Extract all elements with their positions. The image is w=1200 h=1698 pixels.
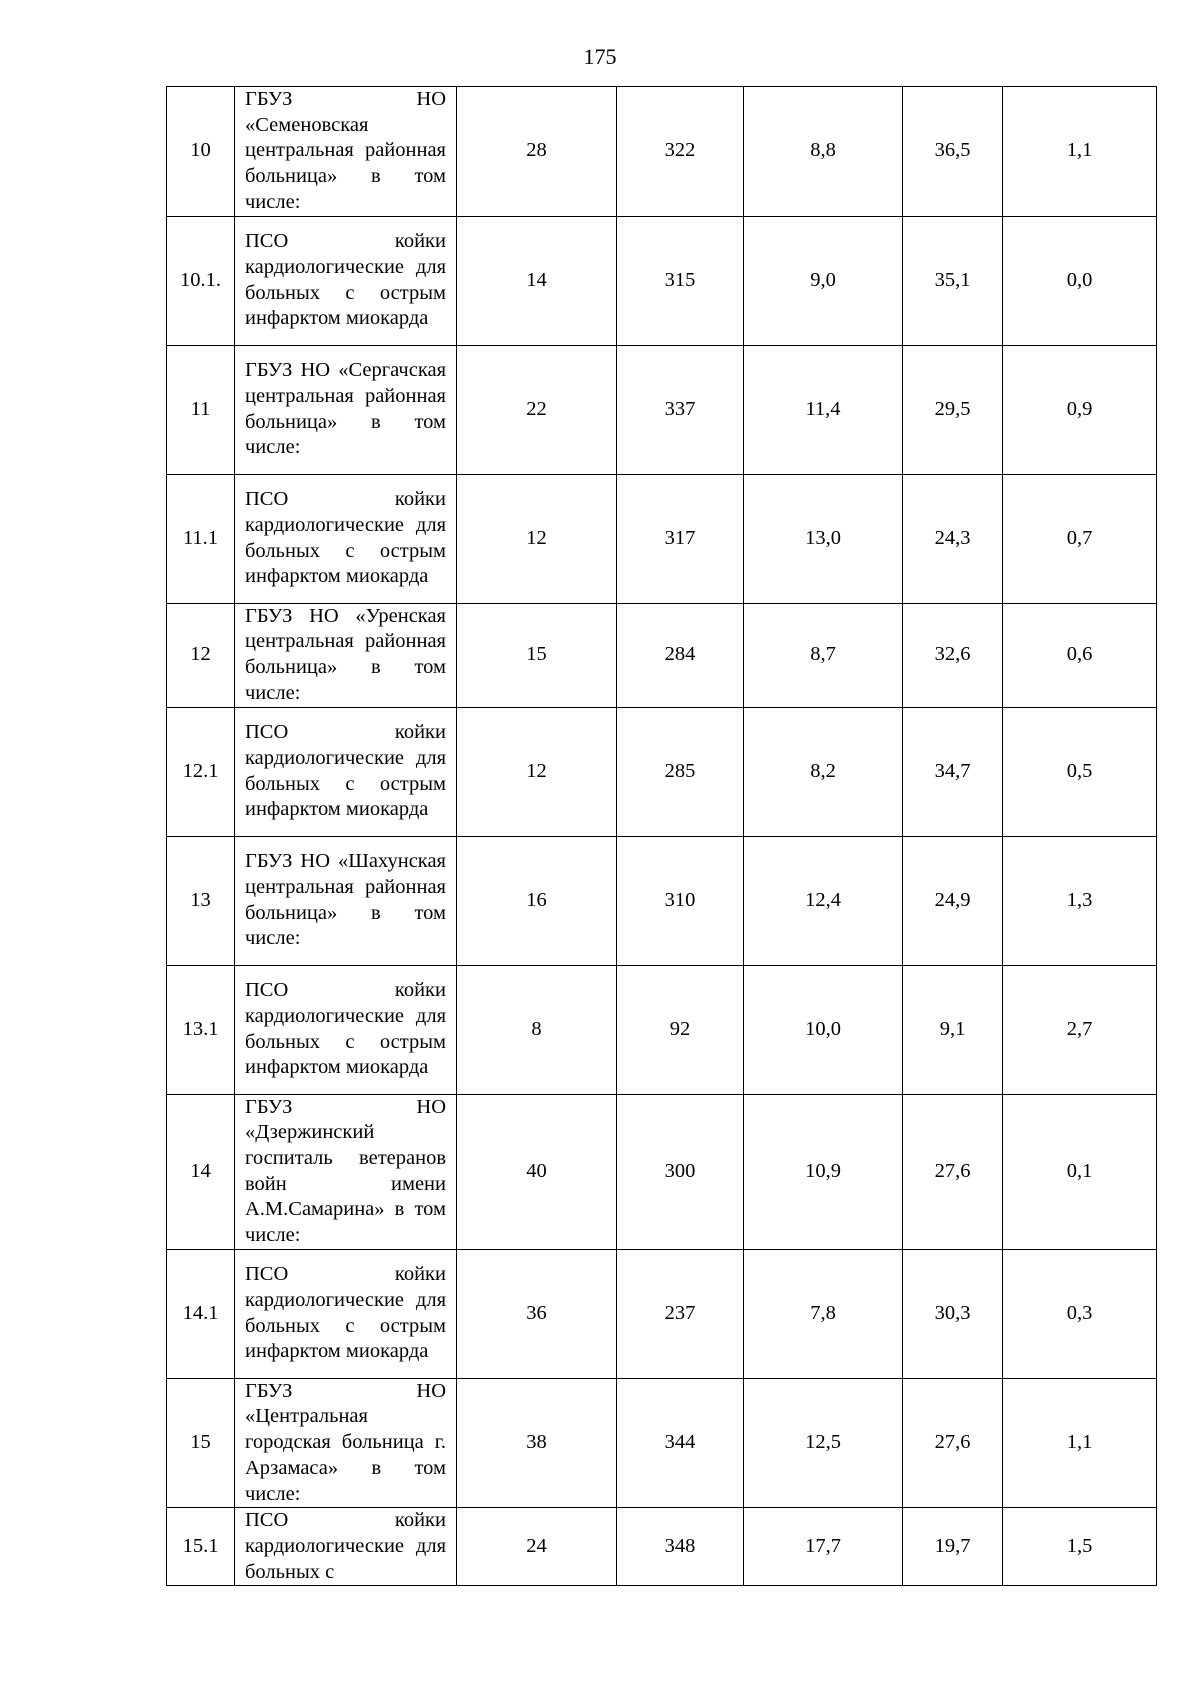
table-row (167, 345, 1157, 474)
value-cell: 22 (457, 345, 617, 474)
table-row (167, 965, 1157, 1094)
value-cell: 15 (457, 603, 617, 707)
institution-name: ГБУЗ НО «Дзержинский госпиталь ветеранов войн имени А.М.Самарина» в том числе: (235, 1094, 457, 1249)
row-number: 14.1 (167, 1249, 235, 1378)
value-cell: 0,3 (1003, 1249, 1157, 1378)
value-cell: 36,5 (903, 87, 1003, 217)
value-cell: 17,7 (744, 1508, 903, 1586)
value-cell: 0,9 (1003, 345, 1157, 474)
table-row (167, 707, 1157, 836)
row-number: 10.1. (167, 216, 235, 345)
value-cell: 0,1 (1003, 1094, 1157, 1249)
value-cell: 14 (457, 216, 617, 345)
value-cell: 8,7 (744, 603, 903, 707)
row-number: 11.1 (167, 474, 235, 603)
value-cell: 11,4 (744, 345, 903, 474)
institution-name: ГБУЗ НО «Шахунская центральная районная больница» в том числе: (235, 836, 457, 965)
institution-name: ПСО койки кардиологические для больных с острым инфарктом миокарда (235, 965, 457, 1094)
value-cell: 38 (457, 1378, 617, 1508)
value-cell: 24,3 (903, 474, 1003, 603)
value-cell: 92 (617, 965, 744, 1094)
value-cell: 337 (617, 345, 744, 474)
value-cell: 8 (457, 965, 617, 1094)
value-cell: 348 (617, 1508, 744, 1586)
row-number: 12 (167, 603, 235, 707)
value-cell: 34,7 (903, 707, 1003, 836)
value-cell: 27,6 (903, 1378, 1003, 1508)
value-cell: 300 (617, 1094, 744, 1249)
value-cell: 32,6 (903, 603, 1003, 707)
value-cell: 13,0 (744, 474, 903, 603)
value-cell: 12 (457, 474, 617, 603)
value-cell: 344 (617, 1378, 744, 1508)
value-cell: 322 (617, 87, 744, 217)
row-number: 13 (167, 836, 235, 965)
value-cell: 24 (457, 1508, 617, 1586)
value-cell: 317 (617, 474, 744, 603)
value-cell: 12 (457, 707, 617, 836)
institution-name: ГБУЗ НО «Центральная городская больница г. Арзамаса» в том числе: (235, 1378, 457, 1508)
value-cell: 1,1 (1003, 87, 1157, 217)
institution-name: ПСО койки кардиологические для больных с острым инфарктом миокарда (235, 474, 457, 603)
value-cell: 40 (457, 1094, 617, 1249)
value-cell: 0,7 (1003, 474, 1157, 603)
table-row (167, 1094, 1157, 1249)
value-cell: 12,4 (744, 836, 903, 965)
value-cell: 9,0 (744, 216, 903, 345)
value-cell: 285 (617, 707, 744, 836)
value-cell: 7,8 (744, 1249, 903, 1378)
value-cell: 284 (617, 603, 744, 707)
value-cell: 24,9 (903, 836, 1003, 965)
value-cell: 16 (457, 836, 617, 965)
row-number: 14 (167, 1094, 235, 1249)
table-row (167, 1508, 1157, 1586)
value-cell: 1,5 (1003, 1508, 1157, 1586)
value-cell: 310 (617, 836, 744, 965)
table-row (167, 603, 1157, 707)
value-cell: 0,5 (1003, 707, 1157, 836)
value-cell: 0,6 (1003, 603, 1157, 707)
institution-name: ГБУЗ НО «Семеновская центральная районная больница» в том числе: (235, 87, 457, 217)
value-cell: 1,1 (1003, 1378, 1157, 1508)
value-cell: 30,3 (903, 1249, 1003, 1378)
institution-name: ГБУЗ НО «Сергачская центральная районная больница» в том числе: (235, 345, 457, 474)
value-cell: 29,5 (903, 345, 1003, 474)
statistics-table (166, 86, 1157, 1586)
value-cell: 10,0 (744, 965, 903, 1094)
table-row (167, 1249, 1157, 1378)
value-cell: 0,0 (1003, 216, 1157, 345)
institution-name: ГБУЗ НО «Уренская центральная районная больница» в том числе: (235, 603, 457, 707)
value-cell: 237 (617, 1249, 744, 1378)
institution-name: ПСО койки кардиологические для больных с острым инфарктом миокарда (235, 707, 457, 836)
value-cell: 315 (617, 216, 744, 345)
value-cell: 10,9 (744, 1094, 903, 1249)
value-cell: 12,5 (744, 1378, 903, 1508)
value-cell: 19,7 (903, 1508, 1003, 1586)
row-number: 12.1 (167, 707, 235, 836)
table-row (167, 87, 1157, 217)
table-row (167, 474, 1157, 603)
value-cell: 27,6 (903, 1094, 1003, 1249)
value-cell: 8,8 (744, 87, 903, 217)
value-cell: 8,2 (744, 707, 903, 836)
institution-name: ПСО койки кардиологические для больных с острым инфарктом миокарда (235, 216, 457, 345)
institution-name: ПСО койки кардиологические для больных с острым инфарктом миокарда (235, 1249, 457, 1378)
institution-name: ПСО койки кардиологические для больных с (235, 1508, 457, 1586)
value-cell: 35,1 (903, 216, 1003, 345)
table-row (167, 836, 1157, 965)
value-cell: 36 (457, 1249, 617, 1378)
row-number: 10 (167, 87, 235, 217)
table-row (167, 216, 1157, 345)
row-number: 15.1 (167, 1508, 235, 1586)
page-number: 175 (583, 44, 617, 69)
value-cell: 1,3 (1003, 836, 1157, 965)
row-number: 13.1 (167, 965, 235, 1094)
value-cell: 9,1 (903, 965, 1003, 1094)
value-cell: 2,7 (1003, 965, 1157, 1094)
table-row (167, 1378, 1157, 1508)
row-number: 15 (167, 1378, 235, 1508)
row-number: 11 (167, 345, 235, 474)
value-cell: 28 (457, 87, 617, 217)
